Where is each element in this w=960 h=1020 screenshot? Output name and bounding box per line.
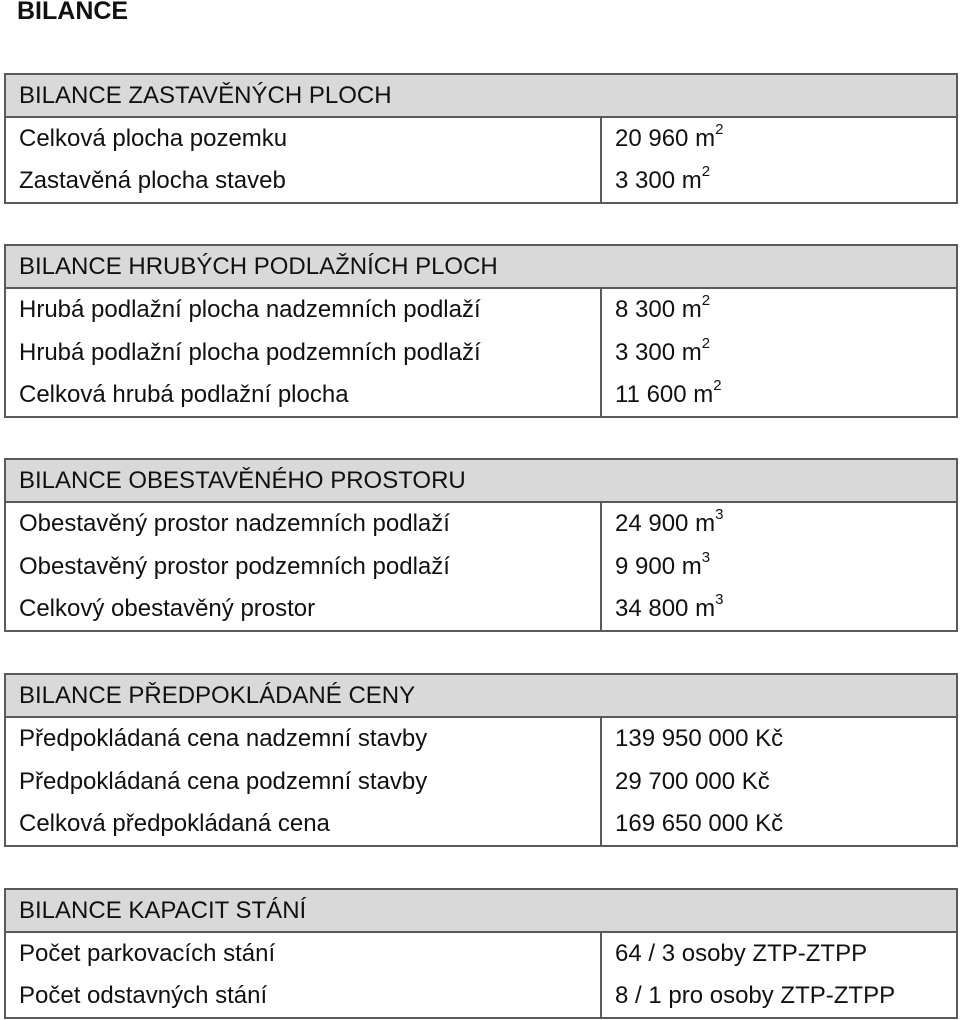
section-table-zastavenych-ploch [4,73,958,204]
unit-exponent: 2 [701,334,711,352]
row-value: 20 960 m [615,125,716,152]
row-value-cell [601,374,957,417]
unit-exponent: 2 [701,292,711,309]
row-value: 29 700 000 Kč [601,760,957,803]
row-value: 3 300 m [615,338,702,366]
table-row [5,117,957,160]
row-value-cell [601,502,957,545]
unit-exponent: 3 [701,548,711,566]
row-value: 139 950 000 Kč [601,717,957,760]
row-value: 24 900 m [615,510,716,537]
unit-exponent: 2 [713,377,722,394]
row-value: 169 650 000 Kč [601,803,957,846]
row-value-cell [601,117,957,160]
row-value: 3 300 m [615,167,702,194]
table-row [5,760,957,803]
row-label: Zastavěná plocha staveb [5,160,601,203]
section-header-row [5,245,957,288]
page-title: BILANCE [17,0,129,25]
section-header-row [5,74,957,117]
table-row [5,717,957,760]
row-label: Celková předpokládaná cena [5,803,601,846]
table-row [5,331,957,374]
row-label: Obestavěný prostor nadzemních podlaží [5,502,601,545]
row-label: Obestavěný prostor podzemních podlaží [5,545,601,588]
row-label: Předpokládaná cena podzemní stavby [5,760,601,803]
row-value-cell [601,288,957,331]
section-header-row [5,889,957,932]
row-value: 11 600 m [615,381,714,408]
section-table-obestaveneho-prostoru [4,458,958,632]
section-table-hrubych-podlaznich-ploch [4,244,958,418]
row-label: Hrubá podlažní plocha nadzemních podlaží [5,288,601,331]
unit-exponent: 2 [715,121,724,138]
unit-exponent: 2 [701,163,711,180]
row-label: Předpokládaná cena nadzemní stavby [5,717,601,760]
row-value-cell [601,331,957,374]
section-heading: BILANCE HRUBÝCH PODLAŽNÍCH PLOCH [5,245,957,288]
table-row [5,588,957,631]
row-value-cell [601,545,957,588]
section-table-kapacit-stani [4,888,958,1019]
table-row [5,545,957,588]
row-label: Celková hrubá podlažní plocha [5,374,601,417]
section-header-row [5,674,957,717]
row-value-cell [601,588,957,631]
row-label: Počet odstavných stání [5,975,601,1018]
table-row [5,932,957,975]
row-value: 34 800 m [615,595,716,622]
row-value: 8 / 1 pro osoby ZTP-ZTPP [601,975,957,1018]
section-header-row [5,459,957,502]
table-row [5,803,957,846]
section-table-predpokladane-ceny [4,673,958,847]
row-label: Hrubá podlažní plocha podzemních podlaží [5,331,601,374]
section-heading: BILANCE OBESTAVĚNÉHO PROSTORU [5,459,957,502]
row-label: Počet parkovacích stání [5,932,601,975]
row-value: 64 / 3 osoby ZTP-ZTPP [601,932,957,975]
row-label: Celkový obestavěný prostor [5,588,601,631]
row-value-cell [601,160,957,203]
unit-exponent: 3 [715,591,724,608]
row-value: 9 900 m [615,552,702,580]
section-heading: BILANCE PŘEDPOKLÁDANÉ CENY [5,674,957,717]
section-heading: BILANCE KAPACIT STÁNÍ [5,889,957,932]
row-label: Celková plocha pozemku [5,117,601,160]
table-row [5,374,957,417]
section-heading: BILANCE ZASTAVĚNÝCH PLOCH [5,74,957,117]
table-row [5,160,957,203]
unit-exponent: 3 [715,506,724,523]
table-row [5,502,957,545]
row-value: 8 300 m [615,296,702,323]
table-row [5,288,957,331]
table-row [5,975,957,1018]
